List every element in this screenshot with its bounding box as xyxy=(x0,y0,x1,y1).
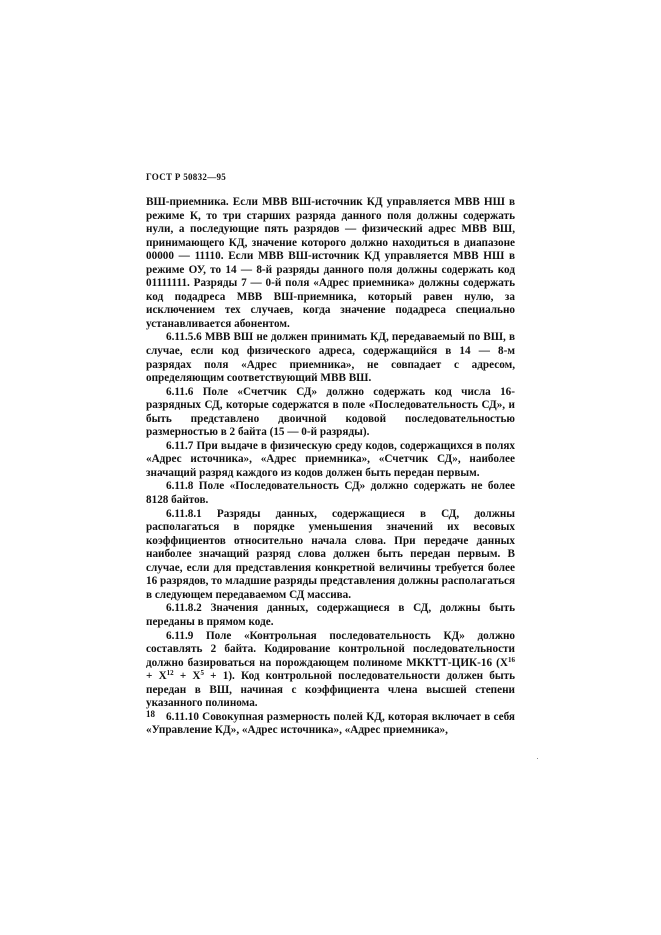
document-body xyxy=(146,196,515,738)
formula-term-exponent: 12 xyxy=(166,669,174,678)
formula-term-exponent: 16 xyxy=(508,655,515,664)
formula-operator: + 1 xyxy=(203,670,229,683)
paragraph-6-11-8: 6.11.8 Поле «Последовательность СД» должно содержать не более 8128 байтов. xyxy=(146,480,515,507)
page-number: 18 xyxy=(146,709,155,719)
scan-artifact xyxy=(537,758,538,759)
paragraph-6-11-9 xyxy=(146,630,515,711)
formula-operator: + xyxy=(173,670,193,683)
paragraph-continuation: ВШ-приемника. Если МВВ ВШ-источник КД управляется МВВ НШ в режиме К, то три старших разряда данного поля должны содержать нули, а последующие пять разрядов — физический адрес МВВ ВШ, принимающего КД, значение которого должно находиться в диапазоне 00000 — 11110. Если МВВ ВШ-источник КД управляется МВВ НШ в режиме ОУ, то 14 — 8-й разряды данного поля должны содержать код 01111111. Разряды 7 — 0-й поля «Адрес приемника» должны содержать код подадреса МВВ ВШ-приемника, который равен нулю, за исключением тех случаев, когда значение подадреса специально устанавливается абонентом. xyxy=(146,196,515,330)
formula-term-base: X xyxy=(158,670,167,683)
paragraph-6-11-9-before: 6.11.9 Поле «Контрольная последовательность КД» должно составлять 2 байта. Кодирование контрольной последовательности должно базироваться на порождающем полиноме МККТТ-ЦИК-16 ( xyxy=(146,629,515,669)
paragraph-6-11-8-2: 6.11.8.2 Значения данных, содержащиеся в СД, должны быть переданы в прямом коде. xyxy=(146,602,515,628)
formula-term-base: X xyxy=(192,670,201,683)
paragraph-6-11-9-after: ). Код контрольной последовательности должен быть передан в ВШ, начиная с коэффициента члена высшей степени указанного полинома. xyxy=(146,670,516,710)
standard-id: ГОСТ Р 50832—95 xyxy=(146,172,227,182)
paragraph-6-11-5-6: 6.11.5.6 МВВ ВШ не должен принимать КД, передаваемый по ВШ, в случае, если код физического адреса, содержащийся в 14 — 8-м разрядах поля «Адрес приемника», не совпадает с адресом, определяющим соответствующий МВВ ВШ. xyxy=(146,331,515,385)
paragraph-6-11-8-1: 6.11.8.1 Разряды данных, содержащиеся в СД, должны располагаться в порядке уменьшения значений их весовых коэффициентов относительно начала слова. При передаче данных наиболее значащий разряд слова должен быть передан первым. В случае, если для представления конкретной величины требуется более 16 разрядов, то младшие разряды представления должны располагаться в следующем передаваемом СД массива. xyxy=(146,507,515,601)
paragraph-6-11-10: 6.11.10 Совокупная размерность полей КД, которая включает в себя «Управление КД», «Адрес источника», «Адрес приемника», xyxy=(146,710,515,737)
paragraph-6-11-6: 6.11.6 Поле «Счетчик СД» должно содержать код числа 16-разрядных СД, которые содержатся в поле «Последовательность СД», и быть представлено двоичной кодовой последовательностью размерностью в 2 байта (15 — 0-й разряды). xyxy=(146,385,515,439)
formula-operator: + xyxy=(146,670,159,683)
formula-term-base: X xyxy=(499,656,508,669)
document-header xyxy=(146,172,226,182)
formula-term-exponent: 5 xyxy=(200,669,204,678)
paragraph-6-11-7: 6.11.7 При выдаче в физическую среду кодов, содержащихся в полях «Адрес источника», «Адрес приемника», «Счетчик СД», наиболее значащий разряд каждого из кодов должен быть передан первым. xyxy=(146,439,515,479)
